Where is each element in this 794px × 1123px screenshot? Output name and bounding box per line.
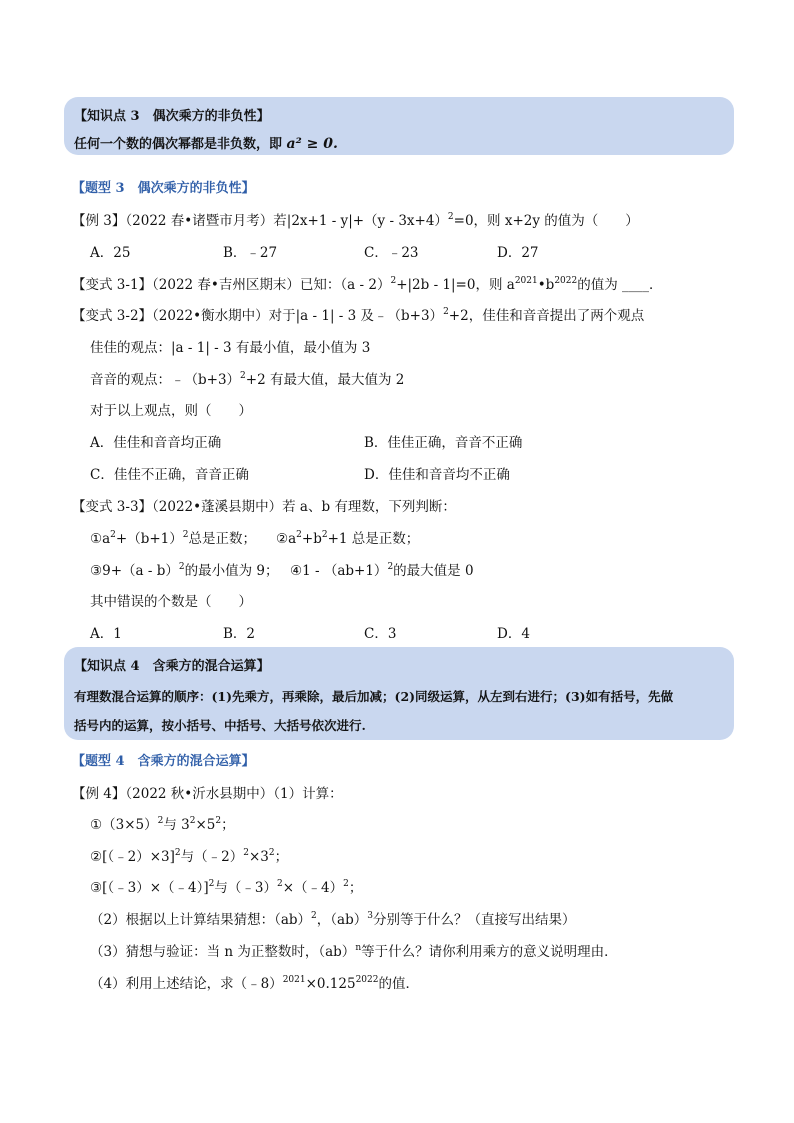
variant-3-2-view1: 佳佳的观点：|a - 1| - 3 有最小值，最小值为 3 bbox=[90, 340, 371, 356]
variant-3-2-option-d: D．佳佳和音音均不正确 bbox=[364, 467, 510, 483]
example-4-calc-2: ②[（﹣2）×3]$^2$与$(﹣2)^2\times 3^2$； bbox=[90, 848, 289, 865]
variant-3-1-stem: 【变式 3-1】（2022 春•吉州区期末）已知：（a - 2）$^2$+|2b - 1|=0，则 $a^{2021}•b^{2022}$的值为 ____． bbox=[72, 276, 663, 293]
knowledge-4-title: 【知识点 4 含乘方的混合运算】 bbox=[74, 659, 270, 674]
knowledge-box-3 bbox=[64, 97, 734, 155]
example-3-stem: 【例 3】（2022 春•诸暨市月考）若$|2x+1 - y|+(y - 3x+4)^2=0$，则 x+2y 的值为（ ） bbox=[72, 212, 639, 229]
variant-3-2-view2: 音音的观点：$﹣(b+3)^2+2$ 有最大值，最大值为 2 bbox=[90, 371, 405, 388]
example-4-stem: 【例 4】（2022 秋•沂水县期中）（1）计算： bbox=[72, 786, 343, 802]
example-4-part-3: （3）猜想与验证：当 n 为正整数时，（ab）$^n$等于什么？请你利用乘方的意义说明理由． bbox=[90, 943, 618, 960]
knowledge-box-4 bbox=[64, 647, 734, 740]
example-3-option-d: D．27 bbox=[497, 245, 539, 261]
example-4-part-2: （2）根据以上计算结果猜想：（ab）$^2$，（ab）$^3$分别等于什么？（直接写出结果） bbox=[90, 911, 576, 928]
example-4-calc-3: ③[（﹣3）×（﹣4）]$^2$与（﹣3）$^2$×（﹣4）$^2$； bbox=[90, 879, 363, 896]
knowledge-4-line-2: 括号内的运算，按小括号、中括号、大括号依次进行. bbox=[74, 718, 366, 733]
example-3-option-b: B．﹣27 bbox=[223, 245, 278, 261]
variant-3-3-item-2: $②a^2+b^2+1$ 总是正数； bbox=[276, 530, 420, 547]
variant-3-2-option-a: A．佳佳和音音均正确 bbox=[90, 435, 222, 451]
variant-3-3-option-c: C．3 bbox=[364, 626, 397, 642]
knowledge-3-title: 【知识点 3 偶次乘方的非负性】 bbox=[74, 109, 270, 124]
knowledge-4-line-1: 有理数混合运算的顺序：(1)先乘方，再乘除，最后加减；(2)同级运算，从左到右进行；(3)如有括号，先做 bbox=[74, 689, 674, 704]
variant-3-2-stem: 【变式 3-2】（2022•衡水期中）对于|a - 1| - 3 及$﹣(b+3)^2+2$，佳佳和音音提出了两个观点 bbox=[72, 307, 645, 324]
variant-3-3-option-b: B．2 bbox=[223, 626, 256, 642]
example-4-calc-1: $①(3\times 5)^2$与 $3^2\times 5^2$； bbox=[90, 816, 235, 833]
variant-3-2-option-c: C．佳佳不正确，音音正确 bbox=[90, 467, 249, 483]
variant-3-3-stem: 【变式 3-3】（2022•蓬溪县期中）若 a、b 有理数，下列判断： bbox=[72, 499, 456, 515]
knowledge-3-formula: a² ≥ 0. bbox=[286, 136, 338, 152]
variant-3-3-option-a: A．1 bbox=[90, 626, 122, 642]
variant-3-2-ask: 对于以上观点，则（ ） bbox=[90, 403, 252, 419]
variant-3-3-item-4: ④1 - $(ab+1)^2$的最大值是 0 bbox=[290, 562, 474, 579]
variant-3-2-option-b: B．佳佳正确，音音不正确 bbox=[364, 435, 523, 451]
example-4-part-4: （4）利用上述结论，求$(﹣8)^{2021}\times 0.125^{2022}$的值． bbox=[90, 975, 419, 992]
type-4-title: 【题型 4 含乘方的混合运算】 bbox=[72, 754, 255, 769]
type-3-title: 【题型 3 偶次乘方的非负性】 bbox=[72, 181, 255, 196]
variant-3-3-option-d: D．4 bbox=[497, 626, 530, 642]
example-3-option-c: C．﹣23 bbox=[364, 245, 419, 261]
example-3-option-a: A．25 bbox=[90, 245, 131, 261]
knowledge-3-body: 任何一个数的偶次幂都是非负数，即 a² ≥ 0. bbox=[74, 136, 338, 152]
variant-3-3-ask: 其中错误的个数是（ ） bbox=[90, 594, 252, 610]
variant-3-3-item-3: ③9+（a - b）$^2$的最小值为 9； bbox=[90, 562, 279, 579]
variant-3-3-item-1: $①a^2+(b+1)^2$总是正数； bbox=[90, 530, 256, 547]
